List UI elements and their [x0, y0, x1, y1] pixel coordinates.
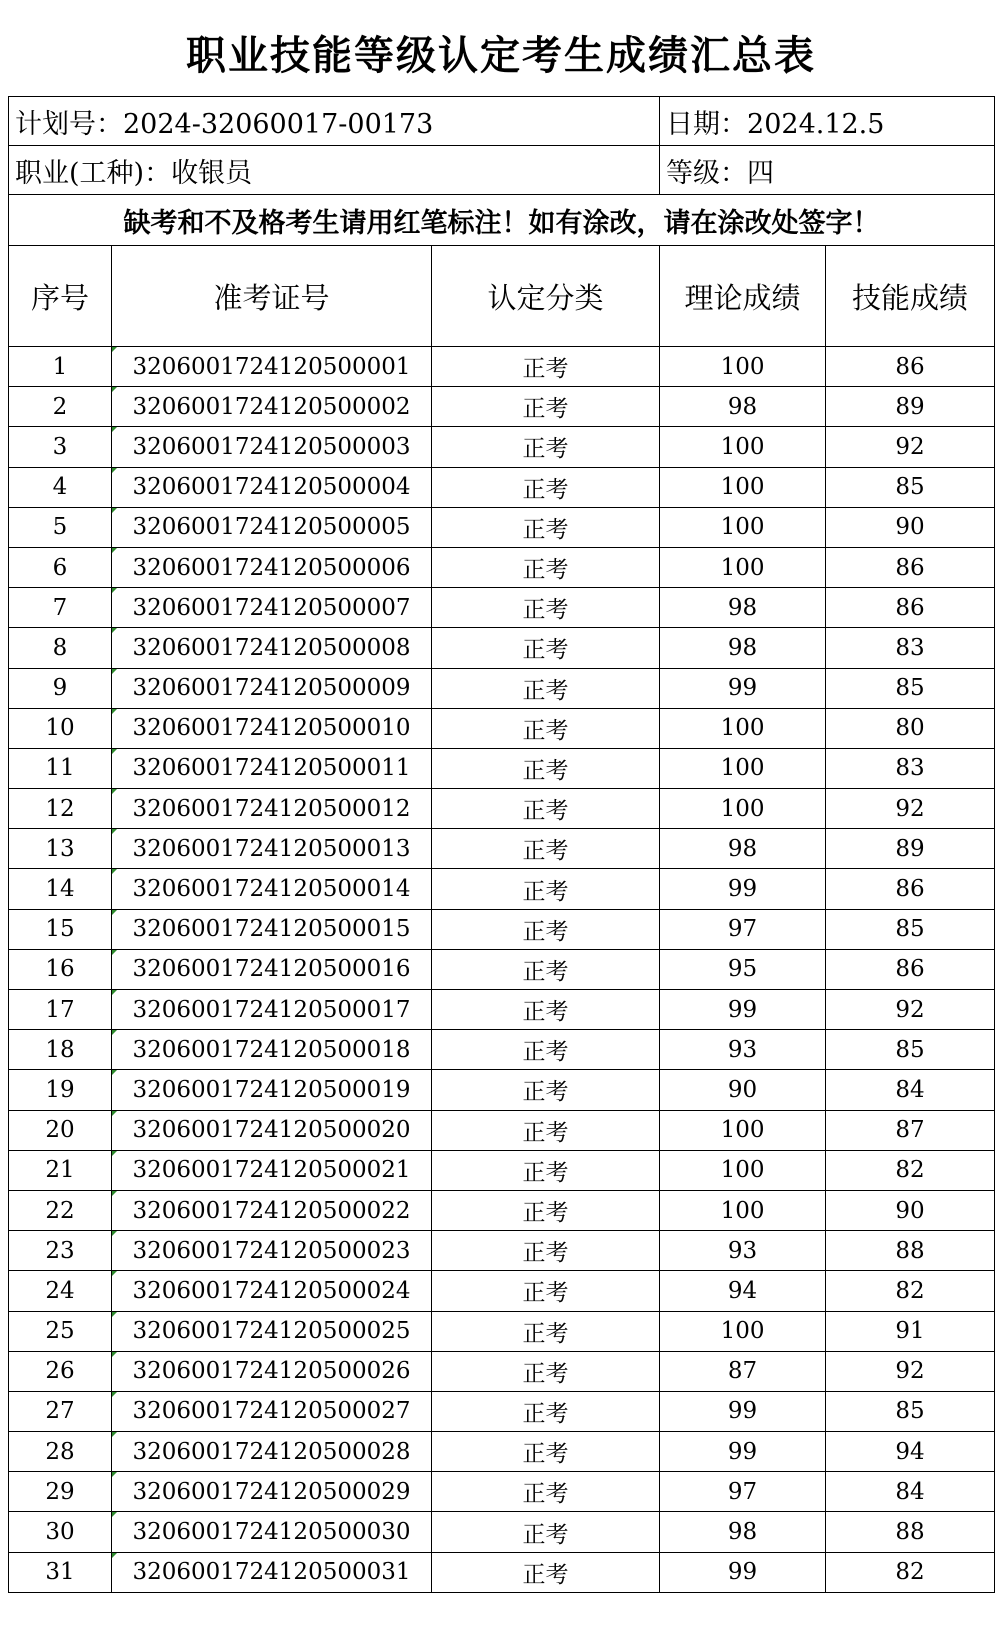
table-row [9, 949, 995, 989]
table-row [9, 789, 995, 829]
cell-index: 13 [9, 829, 112, 869]
cell-exam-number: 3206001724120500026 [112, 1351, 432, 1391]
table-row [9, 869, 995, 909]
cell-category: 正考 [432, 1512, 660, 1552]
cell-index: 3 [9, 427, 112, 467]
cell-theory-score: 98 [660, 588, 826, 628]
cell-index: 20 [9, 1110, 112, 1150]
cell-exam-number: 3206001724120500003 [112, 427, 432, 467]
cell-category: 正考 [432, 708, 660, 748]
notice-row [9, 195, 995, 246]
cell-category: 正考 [432, 748, 660, 788]
cell-category: 正考 [432, 869, 660, 909]
cell-exam-number: 3206001724120500027 [112, 1391, 432, 1431]
table-row [9, 427, 995, 467]
cell-category: 正考 [432, 507, 660, 547]
cell-skill-score: 83 [826, 628, 995, 668]
cell-category: 正考 [432, 1432, 660, 1472]
cell-theory-score: 99 [660, 990, 826, 1030]
col-header-exam-number: 准考证号 [112, 246, 432, 347]
cell-skill-score: 92 [826, 1351, 995, 1391]
cell-category: 正考 [432, 1311, 660, 1351]
cell-exam-number: 3206001724120500019 [112, 1070, 432, 1110]
cell-theory-score: 100 [660, 547, 826, 587]
cell-exam-number: 3206001724120500005 [112, 507, 432, 547]
cell-category: 正考 [432, 990, 660, 1030]
cell-exam-number: 3206001724120500031 [112, 1552, 432, 1592]
cell-index: 22 [9, 1190, 112, 1230]
cell-category: 正考 [432, 1150, 660, 1190]
cell-skill-score: 92 [826, 427, 995, 467]
level: 等级：四 [660, 146, 995, 195]
cell-exam-number: 3206001724120500001 [112, 347, 432, 387]
cell-index: 29 [9, 1472, 112, 1512]
table-row [9, 347, 995, 387]
cell-skill-score: 85 [826, 467, 995, 507]
cell-index: 31 [9, 1552, 112, 1592]
exam-date: 日期：2024.12.5 [660, 97, 995, 146]
cell-skill-score: 94 [826, 1432, 995, 1472]
cell-category: 正考 [432, 1351, 660, 1391]
table-row [9, 1190, 995, 1230]
cell-exam-number: 3206001724120500016 [112, 949, 432, 989]
table-row [9, 1391, 995, 1431]
cell-index: 9 [9, 668, 112, 708]
cell-exam-number: 3206001724120500023 [112, 1231, 432, 1271]
cell-exam-number: 3206001724120500025 [112, 1311, 432, 1351]
cell-exam-number: 3206001724120500018 [112, 1030, 432, 1070]
cell-exam-number: 3206001724120500014 [112, 869, 432, 909]
cell-index: 21 [9, 1150, 112, 1190]
cell-theory-score: 95 [660, 949, 826, 989]
cell-exam-number: 3206001724120500022 [112, 1190, 432, 1230]
cell-index: 16 [9, 949, 112, 989]
cell-skill-score: 86 [826, 949, 995, 989]
cell-theory-score: 100 [660, 427, 826, 467]
cell-index: 12 [9, 789, 112, 829]
cell-category: 正考 [432, 588, 660, 628]
cell-category: 正考 [432, 1231, 660, 1271]
cell-skill-score: 82 [826, 1552, 995, 1592]
table-row [9, 507, 995, 547]
cell-skill-score: 85 [826, 668, 995, 708]
table-row [9, 708, 995, 748]
cell-category: 正考 [432, 467, 660, 507]
info-row-occupation [9, 146, 995, 195]
cell-exam-number: 3206001724120500006 [112, 547, 432, 587]
cell-exam-number: 3206001724120500024 [112, 1271, 432, 1311]
cell-theory-score: 99 [660, 1391, 826, 1431]
cell-skill-score: 84 [826, 1070, 995, 1110]
cell-exam-number: 3206001724120500029 [112, 1472, 432, 1512]
cell-skill-score: 80 [826, 708, 995, 748]
cell-exam-number: 3206001724120500012 [112, 789, 432, 829]
col-header-theory-score: 理论成绩 [660, 246, 826, 347]
cell-index: 23 [9, 1231, 112, 1271]
cell-index: 14 [9, 869, 112, 909]
page-title: 职业技能等级认定考生成绩汇总表 [186, 32, 816, 79]
info-row-plan [9, 97, 995, 146]
cell-category: 正考 [432, 628, 660, 668]
cell-index: 28 [9, 1432, 112, 1472]
cell-category: 正考 [432, 829, 660, 869]
cell-exam-number: 3206001724120500030 [112, 1512, 432, 1552]
cell-category: 正考 [432, 949, 660, 989]
cell-skill-score: 89 [826, 829, 995, 869]
cell-theory-score: 99 [660, 668, 826, 708]
table-row [9, 387, 995, 427]
cell-theory-score: 99 [660, 1432, 826, 1472]
cell-skill-score: 92 [826, 789, 995, 829]
table-row [9, 1432, 995, 1472]
col-header-index: 序号 [9, 246, 112, 347]
cell-exam-number: 3206001724120500015 [112, 909, 432, 949]
cell-theory-score: 97 [660, 909, 826, 949]
cell-skill-score: 90 [826, 507, 995, 547]
table-row [9, 1552, 995, 1592]
cell-index: 25 [9, 1311, 112, 1351]
cell-index: 24 [9, 1271, 112, 1311]
cell-theory-score: 93 [660, 1030, 826, 1070]
cell-skill-score: 85 [826, 909, 995, 949]
cell-theory-score: 90 [660, 1070, 826, 1110]
cell-theory-score: 100 [660, 347, 826, 387]
notice-text: 缺考和不及格考生请用红笔标注！如有涂改，请在涂改处签字！ [9, 195, 995, 246]
table-row [9, 829, 995, 869]
cell-theory-score: 97 [660, 1472, 826, 1512]
cell-theory-score: 98 [660, 829, 826, 869]
table-row [9, 1311, 995, 1351]
table-row [9, 628, 995, 668]
score-table [8, 96, 995, 1593]
table-row [9, 1110, 995, 1150]
table-row [9, 1231, 995, 1271]
cell-theory-score: 100 [660, 1190, 826, 1230]
cell-category: 正考 [432, 387, 660, 427]
cell-theory-score: 100 [660, 507, 826, 547]
cell-theory-score: 99 [660, 869, 826, 909]
cell-skill-score: 84 [826, 1472, 995, 1512]
cell-skill-score: 86 [826, 347, 995, 387]
cell-index: 6 [9, 547, 112, 587]
cell-theory-score: 98 [660, 628, 826, 668]
cell-index: 1 [9, 347, 112, 387]
cell-category: 正考 [432, 1070, 660, 1110]
cell-skill-score: 85 [826, 1391, 995, 1431]
table-row [9, 748, 995, 788]
cell-category: 正考 [432, 547, 660, 587]
cell-skill-score: 82 [826, 1150, 995, 1190]
cell-theory-score: 94 [660, 1271, 826, 1311]
cell-skill-score: 87 [826, 1110, 995, 1150]
cell-theory-score: 98 [660, 1512, 826, 1552]
cell-index: 15 [9, 909, 112, 949]
cell-theory-score: 100 [660, 467, 826, 507]
cell-exam-number: 3206001724120500010 [112, 708, 432, 748]
header-row [9, 246, 995, 347]
cell-index: 5 [9, 507, 112, 547]
table-row [9, 547, 995, 587]
cell-skill-score: 91 [826, 1311, 995, 1351]
cell-exam-number: 3206001724120500021 [112, 1150, 432, 1190]
occupation: 职业(工种)：收银员 [9, 146, 660, 195]
cell-exam-number: 3206001724120500008 [112, 628, 432, 668]
table-row [9, 1472, 995, 1512]
cell-skill-score: 82 [826, 1271, 995, 1311]
cell-theory-score: 87 [660, 1351, 826, 1391]
table-row [9, 909, 995, 949]
cell-category: 正考 [432, 1110, 660, 1150]
cell-theory-score: 100 [660, 1311, 826, 1351]
cell-category: 正考 [432, 1552, 660, 1592]
cell-skill-score: 86 [826, 588, 995, 628]
cell-exam-number: 3206001724120500013 [112, 829, 432, 869]
cell-skill-score: 88 [826, 1512, 995, 1552]
cell-category: 正考 [432, 1472, 660, 1512]
table-row [9, 1271, 995, 1311]
cell-exam-number: 3206001724120500020 [112, 1110, 432, 1150]
cell-skill-score: 85 [826, 1030, 995, 1070]
col-header-skill-score: 技能成绩 [826, 246, 995, 347]
cell-skill-score: 86 [826, 869, 995, 909]
table-row [9, 1030, 995, 1070]
table-row [9, 588, 995, 628]
cell-index: 27 [9, 1391, 112, 1431]
score-sheet [8, 8, 994, 1593]
table-row [9, 1512, 995, 1552]
cell-exam-number: 3206001724120500007 [112, 588, 432, 628]
cell-skill-score: 86 [826, 547, 995, 587]
cell-index: 19 [9, 1070, 112, 1110]
cell-category: 正考 [432, 1030, 660, 1070]
table-row [9, 467, 995, 507]
table-row [9, 1150, 995, 1190]
cell-index: 7 [9, 588, 112, 628]
cell-category: 正考 [432, 668, 660, 708]
cell-theory-score: 100 [660, 1110, 826, 1150]
cell-theory-score: 100 [660, 789, 826, 829]
cell-skill-score: 90 [826, 1190, 995, 1230]
cell-index: 26 [9, 1351, 112, 1391]
cell-category: 正考 [432, 1391, 660, 1431]
plan-number: 计划号：2024-32060017-00173 [9, 97, 660, 146]
cell-theory-score: 93 [660, 1231, 826, 1271]
cell-exam-number: 3206001724120500017 [112, 990, 432, 1030]
cell-category: 正考 [432, 347, 660, 387]
cell-theory-score: 100 [660, 748, 826, 788]
cell-theory-score: 100 [660, 708, 826, 748]
cell-skill-score: 92 [826, 990, 995, 1030]
cell-index: 11 [9, 748, 112, 788]
cell-theory-score: 99 [660, 1552, 826, 1592]
cell-index: 2 [9, 387, 112, 427]
cell-category: 正考 [432, 1271, 660, 1311]
cell-skill-score: 89 [826, 387, 995, 427]
cell-theory-score: 98 [660, 387, 826, 427]
cell-index: 4 [9, 467, 112, 507]
cell-category: 正考 [432, 427, 660, 467]
cell-exam-number: 3206001724120500002 [112, 387, 432, 427]
cell-category: 正考 [432, 789, 660, 829]
cell-exam-number: 3206001724120500028 [112, 1432, 432, 1472]
table-row [9, 990, 995, 1030]
cell-exam-number: 3206001724120500011 [112, 748, 432, 788]
cell-index: 30 [9, 1512, 112, 1552]
cell-category: 正考 [432, 1190, 660, 1230]
cell-index: 17 [9, 990, 112, 1030]
table-row [9, 1070, 995, 1110]
cell-exam-number: 3206001724120500004 [112, 467, 432, 507]
cell-index: 18 [9, 1030, 112, 1070]
cell-theory-score: 100 [660, 1150, 826, 1190]
table-row [9, 668, 995, 708]
cell-skill-score: 83 [826, 748, 995, 788]
cell-index: 8 [9, 628, 112, 668]
cell-skill-score: 88 [826, 1231, 995, 1271]
cell-exam-number: 3206001724120500009 [112, 668, 432, 708]
cell-category: 正考 [432, 909, 660, 949]
table-row [9, 1351, 995, 1391]
cell-index: 10 [9, 708, 112, 748]
col-header-category: 认定分类 [432, 246, 660, 347]
